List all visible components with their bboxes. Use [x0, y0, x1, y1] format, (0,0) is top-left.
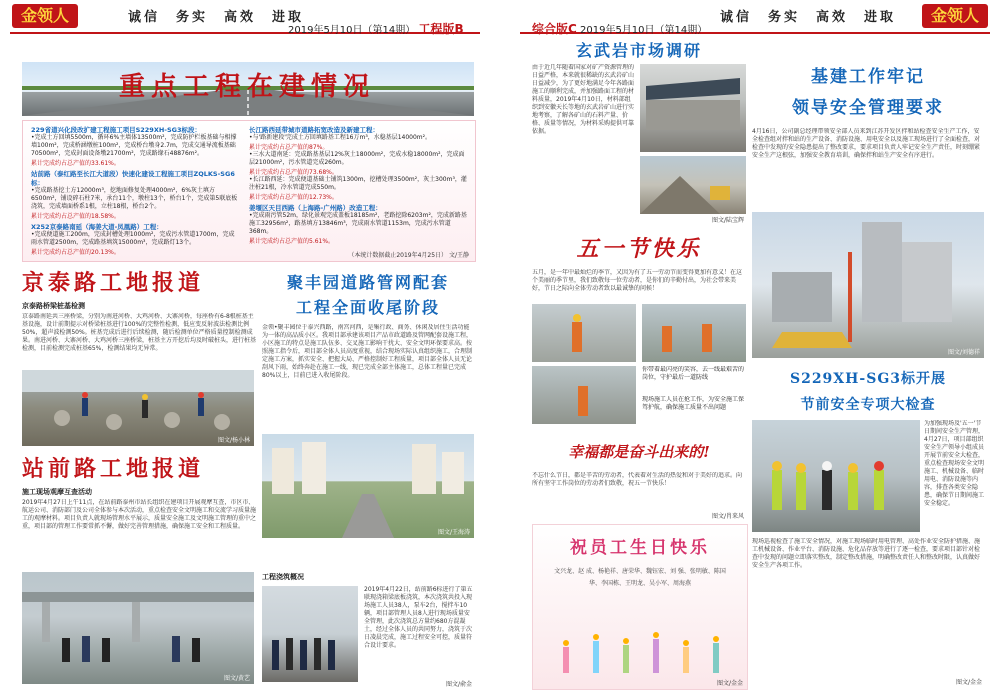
article-title: 祝员工生日快乐	[570, 538, 710, 558]
masthead-left	[10, 0, 480, 34]
candles-icon	[533, 627, 747, 677]
s229-safety-inspection-article	[752, 368, 984, 688]
page-general-c	[520, 0, 990, 692]
birthday-greetings	[532, 524, 748, 690]
pouring-overview-article	[262, 572, 474, 688]
project-progress: 累计完成约占总产值的73.68%。	[249, 169, 338, 176]
photo-caption: 你带着最闪亮的笑容，去一线最艰苦的岗位，守护最后一道防线	[642, 366, 745, 381]
article-title-line1: 聚丰园道路管网配套	[286, 273, 449, 292]
pouring-team-photo	[262, 586, 358, 682]
photo-credit: 图文/王海涛	[437, 529, 470, 536]
article-sidebar-text: 为加强现场及'五一'节日期间安全生产管理，4月27日，项目部组织安全生产领导小组成员开展节前安全大检查，重点检查现场安全文明施工、机械设备、临时用电、消防设施等内容，排查各类安全隐患，确保节日期间施工安全稳定。	[924, 420, 984, 507]
article-body: 现场巡视检查了施工安全情况，对施工现场临时用电管理、高处作业安全防护措施、施工机械设备、作业平台、消防设施、危化品存放等进行了逐一检查，要求项目部针对检查中发现的问题立即落实整改，制定整改措施，明确整改责任人和整改时限，认真做好安全生产各项工作。	[752, 538, 981, 569]
article-title: 京泰路工地报道	[22, 270, 205, 296]
photo-caption: 现场施工人员在抢工作，为安全施工保驾护航，确保施工质量不出问题	[642, 396, 745, 411]
stone-pile-photo	[640, 156, 746, 214]
masthead-motto: 诚信 务实 高效 进取	[128, 10, 305, 25]
article-body: 由于近几年随着国家对矿产资源管理的日益严格，本来就很稀缺的玄武岩矿山日益减少，为了更好地满足今年各路面施工的顺利完成，并加强路面工程的材料质量，2019年4月10日，材料部组织到安徽天长等地的玄武岩矿山进行实地考察，了解各矿山的石料产量、价格、质量等情况，为材料采购提供可靠依据。	[532, 64, 635, 135]
photo-credit: 图文/刘德祥	[947, 349, 980, 356]
photo-credit: 图文/金金	[716, 680, 743, 687]
project-list-left	[31, 125, 239, 256]
photo-credit: 图文/黄艺	[223, 675, 250, 682]
article-title-line1: 基建工作牢记	[811, 67, 925, 87]
project-text: •完成路基挖土方12000m³，挖地面修复处理4000m²，6%灰土填方6500m²，铺设碎石柱7米，承台11个，墩柱13个，桥台1个，完成第5联底板浇筑，完成墙面桥系1根，立柱18根，桥台2个。	[31, 187, 238, 210]
quarry-shed-photo	[640, 64, 746, 152]
road-banner-photo	[22, 62, 474, 116]
edition-label: 综合版C	[532, 22, 577, 36]
project-progress: 累计完成约占总产值的87%。	[249, 144, 329, 151]
project-text: •与'路新建段'完成土方回填路基工程16万m³，水稳基层14000m²。	[249, 134, 432, 141]
worker-photo-2	[642, 304, 746, 362]
site-inspection-photo	[22, 572, 254, 684]
project-text: •三水大道南延：完成路基基层12%灰土18000m²，完成水稳18000m²，完成面层21000m²，污水管道完成260m。	[249, 151, 465, 166]
project-title: 长江路西延带城市道路拓宽改造及新建工程：	[249, 126, 379, 134]
article-body: 2019年4月27日上午11点，在站前路泰州市站长组织在建项目开展观摩互查，市区市、航运公司、消防部门及公司全体参与本次活动，重点检查安全文明施工和交流学习质量施工的观摩材料。项目负责人就现场管理水平展示，质量安全施工及文明施工管理的重中之重，项目部的管理工作要常抓不懈，做好完善管理措施，确保施工安全和工程质量。	[22, 499, 257, 530]
page-engineering-b	[10, 0, 480, 692]
article-title-line2: 工程全面收尾阶段	[295, 298, 440, 317]
basalt-market-article	[532, 38, 746, 226]
article-body: 京泰路南延共三座桥梁，分别为南进河桥、大鸡河桥、大寨河桥，每座桥有6-8根桩基主基设施，设计前期提示对桥梁桩基进行100%的完整性检测，低应变反射波法检测比例50%，超声波检测50%。桩基完成后进行后续检测，随后检测单位严格质量控制检测成果。南进河桥、大寨河桥、大鸡河桥三座桥梁，桩基主方开挖后均及时破桩头，进行桩基检测，目前检测完成桩基65%，检测结果均无异常。	[22, 313, 257, 352]
issue-date: 综合版C 2019年5月10日（第14期）	[532, 22, 708, 36]
project-text: •完成雨污管52m，绿化景观完成盖板18185m²，老路挖除6203m²，完成新路基施工32956m²，路基填方13846m³，完成雨水管道1153m，完成污水管道368m。	[249, 212, 467, 235]
project-title: 229省道兴化段改扩建工程施工项目S229XH-SG3标段：	[31, 126, 202, 134]
residential-road-photo	[262, 434, 474, 538]
worker-photo-1	[532, 304, 636, 362]
project-title: 站前路（泰红路至长江大道段）快速化建设工程施工项目ZQLKS-SG6标：	[31, 170, 235, 187]
article-subtitle: 工程浇筑概况	[262, 573, 304, 581]
article-title-line2: 领导安全管理要求	[792, 98, 944, 118]
project-progress: 累计完成约占总产值的5.61%。	[249, 238, 335, 245]
project-progress: 累计完成约占总产值的33.61%。	[31, 160, 120, 167]
newspaper-logo: 金领人	[12, 4, 78, 28]
project-title: 姜堰区天目西路（上海路-广州路）改造工程：	[249, 204, 382, 212]
edition-label: 工程版B	[418, 22, 464, 36]
infrastructure-safety-article	[752, 62, 984, 362]
birthday-names: 文兴龙、赵 成、杨艳祥、唐荣华、魏钰宏、刘 强、张明敏、陈国华、李国栋、王明龙、吴小军、周海燕	[554, 568, 726, 587]
article-body: 五月，是一年中最灿烂的季节，又因为有了五一劳动节而变得更加有意义！在这个美丽的季节里，我们致敬每一位劳动者，是你们的辛勤付出，为社会带来美好，节日之际向全体劳动者致以最诚挚的问候！	[532, 269, 743, 292]
headline-key-projects: 重点工程在建情况	[118, 72, 375, 102]
article-subtitle: 施工现场观摩互查活动	[22, 488, 92, 496]
article-body: 金领•聚丰园位于泰兴西路，南宫河西，是集行政、商务、休闲及居住生活功能为一体的高品质小区。我项目部承建该项目产品市政道路及管网配套设施工程，小区施工的特点是施工队伍多、交叉施工影响干扰大、安全文明环保要求高。按照施工指令后，项目部全体人员高度重视，结合现场实际认真组织施工，合理制定施工方案，抓实安全、把握大局、严格控制好工程质量，项目部全体人员无论刮风下雨，始终奔赴在施工一线，现已完成全部主体施工，总体工程量已完成80%以上，目前已进入收尾阶段。	[262, 324, 473, 379]
project-text: •完成土方回填5500m，循环6%主墙体13500m²，完成防护栏板基础与相撑墙100m²，完成桥涵墩桩100m²，完成桥台墩身2.7m，完成交通导流板基础70500m²，完成封面设备墩21700m²，完成路缘石48876m²。	[31, 134, 237, 157]
worker-photo-3	[532, 366, 636, 424]
article-body: 2019年4月22日，站前路6标进行了第五联现浇箱梁底板浇筑，本次浇筑共投入现场施工人员38人，泵车2台，搅拌车10辆，项目部管理人员8人进行现场质量安全管理，此次浇筑总方量约680方混凝土，经过全体人员的共同努力，浇筑于次日凌晨完成，施工过程安全可控，质量符合设计要求。	[364, 586, 473, 649]
may-day-article	[532, 232, 746, 428]
newspaper-logo: 金领人	[922, 4, 988, 28]
masthead-right	[520, 0, 990, 34]
project-stats-box	[22, 120, 476, 262]
project-title: X252京泰路南延（海姜大道-凤凰路）工程：	[31, 223, 163, 231]
article-body: 4月16日，公司副总经理带领安全部人员来到江苏开发区拌和站检查安全生产工作，安全检查组对拌和站的生产设备、消防设施、用电安全以及施工现场进行了全面检查，对检查中发现的安全隐患提出了整改要求，要求项目负责人牢记安全生产责任，时刻绷紧安全生产这根弦，加强安全教育培训，确保拌和站生产安全有序进行。	[752, 128, 981, 159]
mixing-plant-photo	[752, 212, 984, 358]
article-title: 站前路工地报道	[22, 456, 205, 482]
article-title-line1: S229XH-SG3标开展	[789, 371, 947, 387]
project-progress: 累计完成约占总产值的12.73%。	[249, 194, 338, 201]
article-title: 玄武岩市场调研	[575, 41, 702, 60]
photo-credit: 图文/杨小林	[217, 437, 250, 444]
project-text: •长江路西延：完成便道基础土铺筑1300m，挖槽处理3500m²，灰土300m³，灌注桩21根，冷水管道完成550m。	[249, 176, 467, 191]
photo-credit: 图文/肖来风	[711, 513, 744, 520]
photo-credit: 图文/金金	[955, 679, 982, 686]
issue-date: 2019年5月10日（第14期） 工程版B	[288, 22, 464, 36]
project-progress: 累计完成约占总产值的20.13%。	[31, 249, 120, 256]
project-progress: 累计完成约占总产值的18.58%。	[31, 213, 120, 220]
inspection-team-photo	[752, 420, 920, 532]
photo-credit: 图文/陆宝辉	[711, 217, 744, 224]
page-gutter	[480, 0, 520, 692]
photo-credit: 图文/俞金	[445, 681, 472, 688]
article-title: 五一节快乐	[576, 236, 702, 262]
jufengyuan-article	[262, 270, 474, 570]
article-body: 不忘什么节日，都是辛苦的劳动者，代表着对生活的热爱和对于美好的追求。向所有坚守工作岗位的劳动者们致敬，祝五一节快乐！	[532, 472, 743, 487]
pile-testing-photo	[22, 370, 254, 446]
jingtai-road-article	[22, 266, 258, 446]
stats-source: （本统计数据截止2019年4月25日） 文/王静	[348, 252, 469, 259]
happiness-article	[532, 432, 746, 520]
project-text: •完成便道施工200m，完成封槽处理1000m²，完成污水管道1700m，完成雨水管道2500m，完成路基填筑15000m³，完成路灯13个。	[31, 231, 235, 246]
zhanqian-road-article	[22, 452, 258, 688]
masthead-motto: 诚信 务实 高效 进取	[720, 10, 897, 25]
project-list-right	[249, 125, 467, 245]
article-title: 幸福都是奋斗出来的!	[568, 443, 710, 461]
article-title-line2: 节前安全专项大检查	[800, 397, 936, 413]
article-subtitle: 京泰路桥梁桩基检测	[22, 302, 85, 310]
